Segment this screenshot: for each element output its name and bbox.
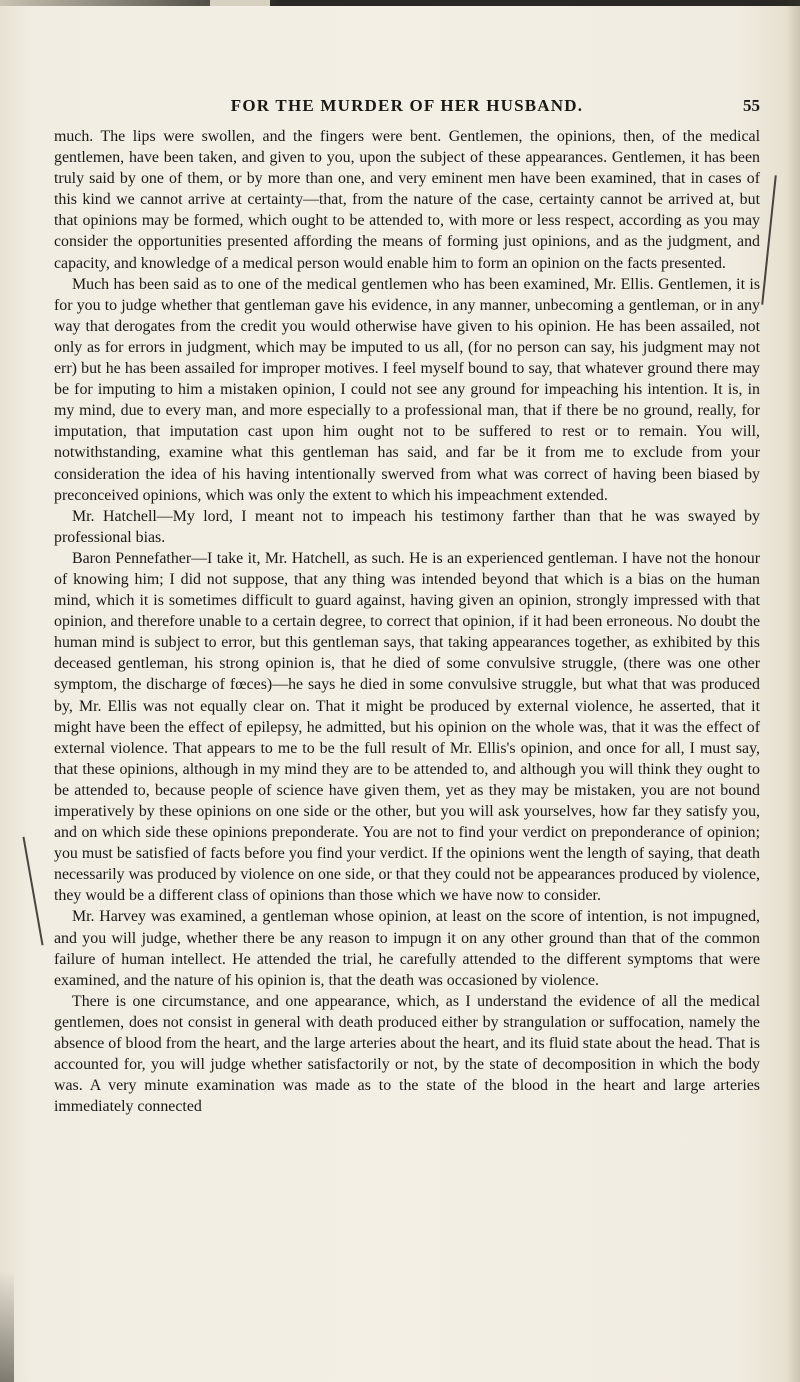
margin-pencil-mark [761, 175, 777, 304]
paragraph: Baron Pennefather—I take it, Mr. Hatchell, as such. He is an experienced gentleman. I have not the honour of knowing him; I did not suppose, that any thing was intended beyond that which is a bias on the human mind, which it is sometimes difficult to guard against, having given an opinion, strongly impressed with that opinion, and therefore unable to a certain degree, to correct that opinion, if it had been erroneous. No doubt the human mind is subject to error, but this gentleman says, that taking appearances together, as exhibited by this deceased gentleman, his strong opinion is, that he died of some convulsive struggle, (there was one other symptom, the discharge of fœces)—he says he died in some convulsive struggle, but what that was produced by, Mr. Ellis was not equally clear on. That it might be produced by external violence, he asserted, that it might have been the effect of epilepsy, he admitted, but his opinion on the whole was, that it was the effect of external violence. That appears to me to be the full result of Mr. Ellis's opinion, and once for all, I must say, that these opinions, although in my mind they are to be attended to, and although you will think they ought to be attended to, because people of science have given them, yet as they may be mistaken, you are not bound imperatively by these opinions on one side or the other, but you will ask yourselves, how far they satisfy you, and on which side these opinions preponderate. You are not to find your verdict on preponderance of opinion; you must be satisfied of facts before you find your verdict. If the opinions went the length of saying, that death necessarily was produced by violence on one side, or that they could not be appearances produced by violence, they would be a different class of opinions than those which we have now to consider. [54, 549, 760, 905]
binding-shadow [0, 1270, 14, 1382]
running-title: FOR THE MURDER OF HER HUSBAND. [230, 96, 584, 115]
margin-pencil-mark [22, 837, 43, 946]
paragraph: Mr. Harvey was examined, a gentleman whose opinion, at least on the score of intention, is not impugned, and you will judge, whether there be any reason to impugn it on any other ground than that of the common failure of human intellect. He attended the trial, he carefully attended to the different symptoms that were examined, and the nature of his opinion is, that the death was occasioned by violence. [54, 908, 760, 989]
page-top-edge [0, 0, 800, 6]
page-edge-tear [210, 0, 270, 6]
body-text [54, 126, 760, 1117]
paragraph: Much has been said as to one of the medical gentlemen who has been examined, Mr. Ellis. Gentlemen, it is for you to judge whether that gentleman gave his evidence, in any manner, unbecoming a gentleman, or in any way that derogates from the credit you would otherwise have given to his opinion. He has been assailed, not only as for errors in judgment, which may be imputed to us all, (for no person can say, his judgment may not err) but he has been assailed for improper motives. I feel myself bound to say, that whatever ground there may be for imputing to him a mistaken opinion, I could not see any ground for impeaching his intention. It is, in my mind, due to every man, and more especially to a professional man, that if there be no ground, really, for imputation, that imputation cast upon him ought not to be suffered to rest or to remain. You will, notwithstanding, examine what this gentleman has said, and far be it from me to exclude from your consideration the idea of his having intentionally swerved from what was correct of having been biased by preconceived opinions, which was only the extent to which his impeachment extended. [54, 275, 760, 504]
paragraph: There is one circumstance, and one appearance, which, as I understand the evidence of all the medical gentlemen, does not consist in general with death produced either by strangulation or suffocation, namely the absence of blood from the heart, and the large arteries about the heart, and its fluid state about the head. That is accounted for, you will judge whether satisfactorily or not, by the state of decomposition in which the body was. A very minute examination was made as to the state of the blood in the heart and large arteries immediately connected [54, 992, 760, 1116]
running-head [54, 94, 760, 118]
gutter-shadow [786, 0, 800, 1382]
paragraph: Mr. Hatchell—My lord, I meant not to impeach his testimony farther than that he was swayed by professional bias. [54, 507, 760, 546]
paragraph: much. The lips were swollen, and the fingers were bent. Gentlemen, the opinions, then, of the medical gentlemen, have been taken, and given to you, upon the subject of these appearances. Gentlemen, it has been truly said by one of them, or by more than one, and very eminent men have been examined, that in cases of this kind we cannot arrive at certainty—that, from the nature of the case, certainty cannot be arrived at, but that opinions may be formed, which ought to be attended to, with more or less respect, according as you may consider the opportunities presented affording the means of forming just opinions, and as the judgment, and capacity, and knowledge of a medical person would enable him to form an opinion on the facts presented. [54, 128, 760, 272]
page-number: 55 [743, 96, 760, 115]
